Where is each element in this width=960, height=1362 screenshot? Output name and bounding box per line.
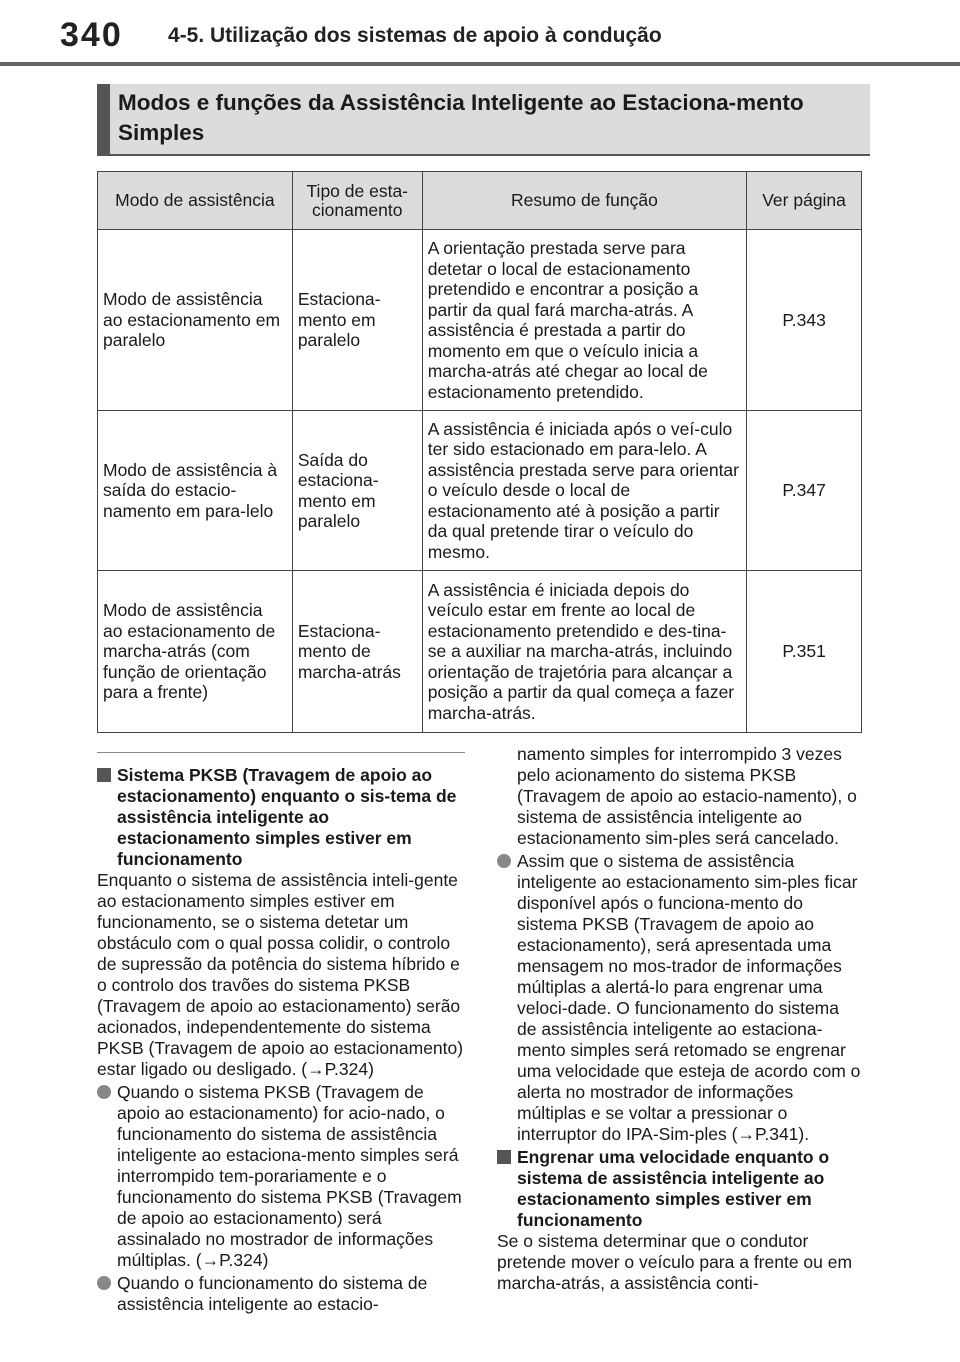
section-heading-box: [97, 84, 870, 156]
cell-summary: A assistência é iniciada depois do veículo estar em frente ao local de estacionamento pretendido e des-tina-se a auxiliar na marcha-atrás, incluindo orientação de trajetória para alcançar a posição a partir da qual começa a fazer marcha-atrás.: [422, 571, 746, 733]
page-number: 340: [60, 16, 123, 54]
cell-mode: Modo de assistência ao estacionamento em paralelo: [98, 230, 293, 411]
square-bullet-icon: [497, 1150, 511, 1164]
bullet-continuation: namento simples for interrompido 3 vezes pelo acionamento do sistema PKSB (Travagem de apoio ao estacio-namento), o sistema de assistência inteligente ao estacionamento sim-ples será cancelado.: [517, 744, 857, 848]
table-row: [98, 411, 862, 571]
cell-type: Estaciona-mento em paralelo: [292, 230, 422, 411]
subheading-pksb: Sistema PKSB (Travagem de apoio ao estacionamento) enquanto o sis-tema de assistência inteligente ao estacionamento simples estiver em funcionamento: [97, 765, 465, 870]
cell-type: Estaciona-mento de marcha-atrás: [292, 571, 422, 733]
bullet-item: Assim que o sistema de assistência inteligente ao estacionamento sim-ples ficar disponível após o funciona-mento do sistema PKSB (Travagem de apoio ao estacionamento), será apresentada uma mensagem no mos-trador de informações múltiplas a alertá-lo para engrenar uma veloci-dade. O funcionamento do sistema de assistência inteligente ao estaciona-mento simples será retomado se engrenar uma velocidade que esteja de acordo com o alerta no mostrador de informações múltiplas e se voltar a pressionar o interruptor do IPA-Sim-ples (→P.341).: [497, 851, 862, 1145]
circle-bullet-icon: [97, 1085, 111, 1099]
cell-page-link[interactable]: P.343: [747, 230, 862, 411]
table-row: [98, 230, 862, 411]
subheading-gear: Engrenar uma velocidade enquanto o sistema de assistência inteligente ao estacionamento simples estiver em funcionamento: [497, 1147, 862, 1231]
table-row: [98, 571, 862, 733]
header-page: Ver página: [747, 172, 862, 230]
cell-mode: Modo de assistência ao estacionamento de marcha-atrás (com função de orientação para a frente): [98, 571, 293, 733]
circle-bullet-icon: [97, 1276, 111, 1290]
assist-modes-table: [97, 171, 862, 733]
header-rule: [0, 62, 960, 66]
table-header-row: [98, 172, 862, 230]
cell-page-link[interactable]: P.351: [747, 571, 862, 733]
cell-summary: A orientação prestada serve para detetar o local de estacionamento pretendido e encontrar a posição a partir da qual fará marcha-atrás. A assistência é prestada a partir do momento em que o veículo inicia a marcha-atrás até chegar ao local de estacionamento pretendido.: [422, 230, 746, 411]
cell-mode: Modo de assistência à saída do estacio-namento em para-lelo: [98, 411, 293, 571]
cell-page-link[interactable]: P.347: [747, 411, 862, 571]
circle-bullet-icon: [497, 854, 511, 868]
bullet-item: Quando o funcionamento do sistema de assistência inteligente ao estacio-: [97, 1273, 465, 1315]
left-column: [97, 752, 465, 1315]
chapter-title: 4-5. Utilização dos sistemas de apoio à condução: [168, 24, 662, 47]
header-summary: Resumo de função: [422, 172, 746, 230]
page-header: [0, 0, 960, 66]
cell-type: Saída do estaciona-mento em paralelo: [292, 411, 422, 571]
paragraph-pksb: Enquanto o sistema de assistência inteli-gente ao estacionamento simples estiver em funcionamento, se o sistema detetar um obstáculo com o qual possa colidir, o controlo de supressão da potência do sistema híbrido e o controlo dos travões do sistema PKSB (Travagem de apoio ao estacionamento) serão acionados, independentemente do sistema PKSB (Travagem de apoio ao estacionamento) estar ligado ou desligado. (→P.324): [97, 870, 464, 1079]
cell-summary: A assistência é iniciada após o veí-culo ter sido estacionado em para-lelo. A assistência prestada serve para orientar o veículo desde o local de estacionamento até à posição a partir da qual pretende tirar o veículo do mesmo.: [422, 411, 746, 571]
right-column: [497, 744, 862, 1294]
header-type: Tipo de esta-cionamento: [292, 172, 422, 230]
paragraph-gear: Se o sistema determinar que o condutor pretende mover o veículo para a frente ou em marcha-atrás, a assistência conti-: [497, 1231, 853, 1293]
section-title: Modos e funções da Assistência Inteligente ao Estaciona-mento Simples: [118, 90, 804, 145]
square-bullet-icon: [97, 768, 111, 782]
header-mode: Modo de assistência: [98, 172, 293, 230]
bullet-item: Quando o sistema PKSB (Travagem de apoio ao estacionamento) for acio-nado, o funcionamento do sistema de assistência inteligente ao estaciona-mento simples será interrompido tem-porariamente e o funcionamento do sistema PKSB (Travagem de apoio ao estacionamento) será assinalado no mostrador de informações múltiplas. (→P.324): [97, 1082, 465, 1271]
